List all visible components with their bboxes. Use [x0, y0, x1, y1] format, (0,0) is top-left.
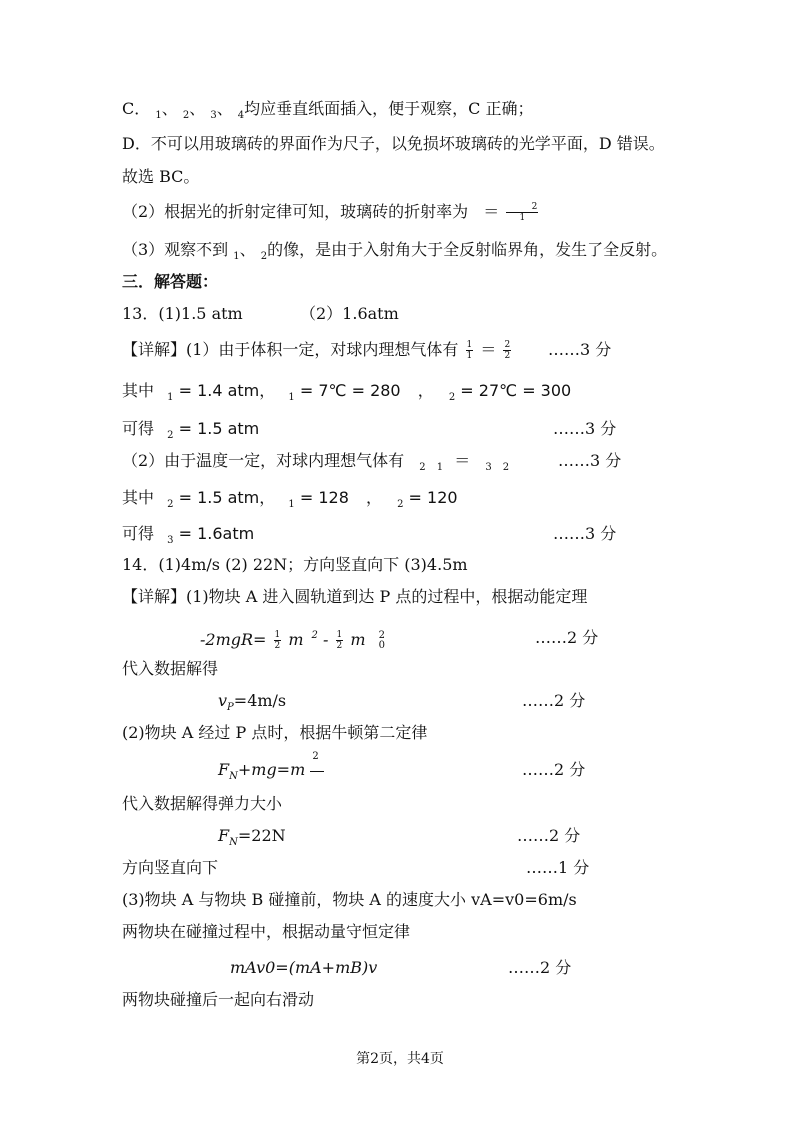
equation-newton: $F_N+mg=m$ 2: [218, 760, 326, 787]
p13-get-2: 可得 $_3$ = 1.6atm: [122, 524, 255, 546]
p13-where-2: 其中 $_2$ = 1.5 atm， $_1$ = 128 ， $_2$ = 120: [122, 488, 458, 510]
p14-part3: (3)物块 A 与物块 B 碰撞前，物块 A 的速度大小 vA=v0=6m/s: [122, 890, 577, 909]
option-c: C． $_1$、 $_2$、 $_3$、 $_4$均应垂直纸面插入，便于观察，C 正确；: [122, 99, 534, 121]
q3-line: （3）观察不到 $_1$、 $_2$的像，是由于入射角大于全反射临界角，发生了全反射。: [122, 240, 668, 262]
substitute-2: 代入数据解得弹力大小: [122, 794, 283, 813]
p14-detail: 【详解】(1)物块 A 进入圆轨道到达 P 点的过程中，根据动能定理: [122, 587, 588, 606]
score-2: ……2 分: [535, 628, 599, 647]
p13-where-1: 其中 $_1$ = 1.4 atm， $_1$ = 7℃ = 280 ， $_2$ = 27℃ = 300: [122, 381, 572, 403]
p14-answer: 14．(1)4m/s (2) 22N；方向竖直向下 (3)4.5m: [122, 555, 468, 574]
score-3: ……3 分: [553, 524, 617, 543]
equation-kinetic: -2mgR= $\frac{1}{2}$ m $^2$ - $\frac{1}{2}$ m 2 0: [200, 629, 385, 651]
collision-text: 两物块在碰撞过程中，根据动量守恒定律: [122, 922, 411, 941]
page-footer: 第2页，共4页: [356, 1051, 444, 1067]
score-2: ……2 分: [522, 691, 586, 710]
p13-answer-2: （2）1.6atm: [300, 304, 399, 323]
p13-detail-2: （2）由于温度一定，对球内理想气体有 $_2$ $_1$ ＝ $_3$ $_2$: [122, 451, 510, 473]
direction: 方向竖直向下: [122, 858, 219, 877]
score-3: ……3 分: [548, 340, 612, 359]
p13-get-1: 可得 $_2$ = 1.5 atm: [122, 419, 260, 441]
score-3: ……3 分: [558, 451, 622, 470]
equation-momentum: mAv0=(mA+mB)v: [230, 958, 378, 977]
score-1: ……1 分: [526, 858, 590, 877]
score-2: ……2 分: [517, 826, 581, 845]
score-2: ……2 分: [508, 958, 572, 977]
substitute-1: 代入数据解得: [122, 659, 219, 678]
vp-result: $v_P=4m/s$: [218, 691, 287, 713]
after-collision: 两物块碰撞后一起向右滑动: [122, 990, 315, 1009]
score-2: ……2 分: [522, 760, 586, 779]
answer-choice: 故选 BC。: [122, 167, 200, 186]
p13-answer: 13．(1)1.5 atm: [122, 304, 243, 323]
section-heading: 三．解答题：: [122, 272, 219, 291]
p13-detail-1: 【详解】(1）由于体积一定，对球内理想气体有 $\frac{1}{1}$ ＝ $\frac{2}{2}$: [122, 340, 511, 361]
fn-result: $F_N=22N$: [218, 826, 286, 848]
score-3: ……3 分: [553, 419, 617, 438]
option-d: D．不可以用玻璃砖的界面作为尺子，以免损坏玻璃砖的光学平面，D 错误。: [122, 134, 665, 153]
q2-line: （2）根据光的折射定律可知，玻璃砖的折射率为 ＝ $\frac{2}{1}$: [122, 202, 538, 223]
p14-part2: (2)物块 A 经过 P 点时，根据牛顿第二定律: [122, 723, 428, 742]
